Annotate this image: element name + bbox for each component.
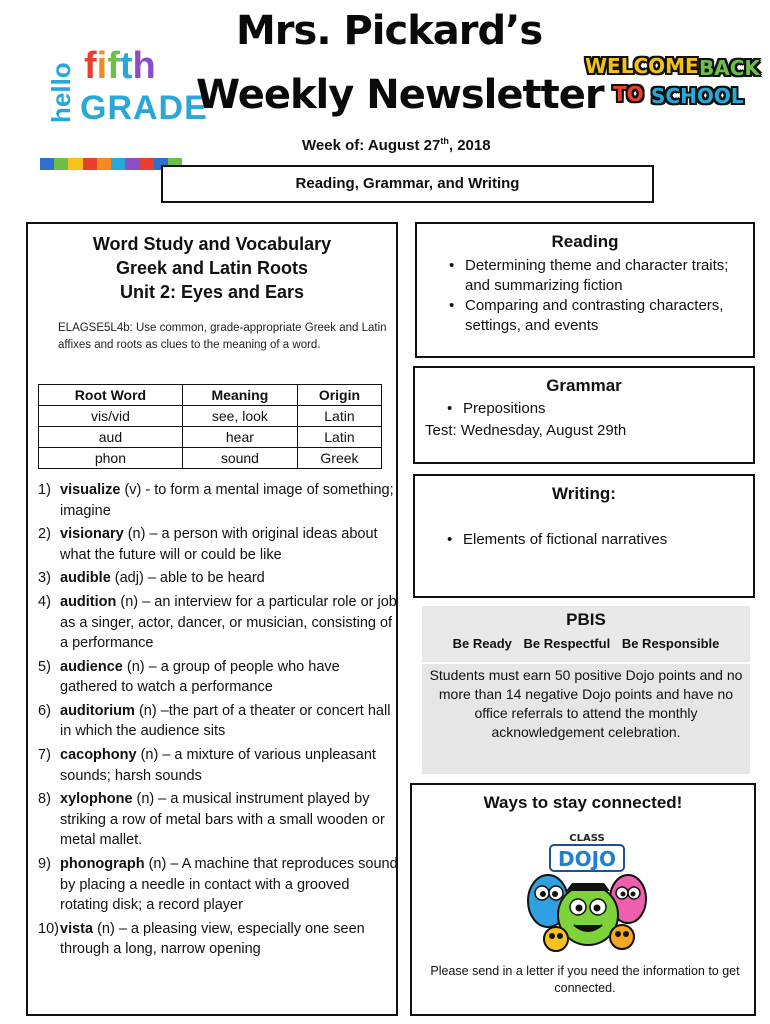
list-item: • Elements of fictional narratives bbox=[439, 530, 739, 550]
week-suffix: th bbox=[440, 136, 449, 146]
pbis-value: Be Respectful bbox=[523, 636, 611, 651]
logo-hello-text: hello bbox=[46, 62, 76, 124]
vocab-number: 8) bbox=[38, 791, 51, 808]
vocab-word: cacophony bbox=[60, 747, 137, 764]
hello-fifth-grade-logo bbox=[40, 45, 208, 136]
welcome-back-to-school-graphic bbox=[585, 54, 765, 112]
origin-cell: Latin bbox=[297, 427, 381, 448]
week-of-date bbox=[302, 136, 491, 154]
list-item bbox=[38, 854, 398, 916]
ways-title: Ways to stay connected! bbox=[483, 793, 683, 812]
vocab-definition: (n) – A machine that reproduces sound by placing a needle in contact with a grooved rotating disk; a record player bbox=[60, 856, 398, 913]
vocab-number: 1) bbox=[38, 482, 51, 498]
vocab-word: phonograph bbox=[60, 856, 145, 872]
school-word: SCHOOL bbox=[651, 84, 744, 108]
pbis-box bbox=[422, 606, 750, 774]
grammar-title: Grammar bbox=[546, 376, 622, 395]
origin-cell: Greek bbox=[297, 448, 381, 469]
logo-fifth-letter: f bbox=[107, 45, 120, 87]
vocab-definition: (adj) – able to be heard bbox=[110, 570, 265, 587]
list-item bbox=[38, 745, 398, 786]
roots-table-header-row bbox=[39, 385, 382, 406]
grammar-test-date: Test: Wednesday, August 29th bbox=[425, 422, 627, 439]
table-row bbox=[39, 448, 382, 469]
pbis-title: PBIS bbox=[566, 610, 606, 629]
list-item: • Prepositions bbox=[439, 399, 739, 419]
list-item bbox=[38, 919, 398, 960]
welcome-word: WELCOME bbox=[585, 54, 699, 78]
grammar-box bbox=[413, 366, 755, 464]
meaning-cell: sound bbox=[182, 448, 297, 469]
class-dojo-monsters-icon bbox=[522, 829, 652, 953]
vocab-definition: (n) –the part of a theater or concert hall in which the audience sits bbox=[60, 702, 391, 740]
vocabulary-list bbox=[38, 480, 398, 963]
list-item bbox=[38, 524, 398, 565]
color-bar-segment bbox=[97, 158, 111, 170]
root-word-cell: aud bbox=[39, 427, 183, 448]
vocab-word: vista bbox=[60, 920, 94, 937]
pbis-divider bbox=[422, 662, 750, 664]
list-item bbox=[38, 568, 398, 589]
list-item: • Determining theme and character traits; and summarizing fiction bbox=[441, 256, 741, 296]
color-bar-segment bbox=[111, 158, 125, 170]
vocab-definition: (v) - to form a mental image of something; imagine bbox=[60, 482, 394, 519]
grammar-bullets bbox=[439, 399, 739, 419]
vocab-word: audience bbox=[60, 658, 123, 675]
roots-header-cell: Meaning bbox=[182, 385, 297, 406]
origin-cell: Latin bbox=[297, 406, 381, 427]
vocab-number: 10) bbox=[38, 920, 59, 937]
list-item bbox=[38, 789, 398, 851]
subject-bar: Reading, Grammar, and Writing bbox=[161, 165, 654, 203]
color-bar-segment bbox=[125, 158, 139, 170]
word-study-heading-line-2: Greek and Latin Roots bbox=[115, 258, 309, 278]
vocab-word: xylophone bbox=[60, 791, 133, 808]
root-word-cell: phon bbox=[39, 448, 183, 469]
list-item bbox=[38, 480, 398, 521]
roots-header-cell: Origin bbox=[297, 385, 381, 406]
vocab-definition: (n) – a person with original ideas about what the future will or could be like bbox=[60, 526, 378, 563]
vocab-definition: (n) – a mixture of various unpleasant sounds; harsh sounds bbox=[60, 747, 376, 784]
list-item: • Comparing and contrasting characters, settings, and events bbox=[441, 296, 741, 336]
reading-title: Reading bbox=[551, 232, 619, 251]
meaning-cell: see, look bbox=[182, 406, 297, 427]
class-dojo-logo bbox=[522, 829, 652, 953]
vocab-word: audition bbox=[60, 594, 117, 611]
logo-fifth-letter: f bbox=[84, 45, 97, 87]
roots-header-cell: Root Word bbox=[39, 385, 183, 406]
pbis-requirements: Students must earn 50 positive Dojo points and no more than 14 negative Dojo points and have no office referrals to attend the monthly acknowledgement celebration. bbox=[429, 667, 743, 740]
week-label: Week of: August 27 bbox=[302, 137, 441, 154]
logo-grade-text: GRADE bbox=[80, 89, 208, 127]
connect-instructions: Please send in a letter if you need the information to get connected. bbox=[430, 964, 740, 995]
vocab-number: 5) bbox=[38, 658, 51, 675]
vocab-definition: (n) – a group of people who have gathered to watch a performance bbox=[60, 658, 340, 696]
pbis-value: Be Ready bbox=[452, 636, 512, 651]
writing-box bbox=[413, 474, 755, 598]
writing-bullets bbox=[439, 530, 739, 550]
logo-fifth-letter: t bbox=[119, 45, 133, 87]
color-bar-segment bbox=[54, 158, 68, 170]
reading-box bbox=[415, 222, 755, 358]
meaning-cell: hear bbox=[182, 427, 297, 448]
logo-fifth-letter: h bbox=[132, 45, 156, 87]
vocab-word: visionary bbox=[60, 526, 124, 543]
vocab-number: 6) bbox=[38, 702, 51, 719]
list-item bbox=[38, 592, 398, 654]
table-row bbox=[39, 406, 382, 427]
newsletter-title-line-2: Weekly Newsletter bbox=[196, 72, 604, 118]
week-year: , 2018 bbox=[448, 137, 491, 154]
vocab-word: visualize bbox=[60, 482, 121, 498]
color-bar-segment bbox=[139, 158, 153, 170]
logo-fifth-letter: i bbox=[96, 45, 108, 87]
dojo-class-text: CLASS bbox=[569, 833, 605, 844]
back-word: BACK bbox=[699, 56, 760, 80]
vocab-definition: (n) – a musical instrument played by striking a row of metal bars with a small wooden or metal mallet. bbox=[60, 791, 385, 849]
table-row bbox=[39, 427, 382, 448]
pbis-values bbox=[422, 636, 750, 651]
roots-table bbox=[38, 384, 382, 469]
vocab-number: 3) bbox=[38, 570, 51, 587]
list-item bbox=[38, 657, 398, 698]
vocab-number: 4) bbox=[38, 594, 51, 611]
dojo-logo-text: DOJO bbox=[557, 847, 617, 871]
color-bar-segment bbox=[68, 158, 82, 170]
word-study-heading bbox=[28, 232, 396, 304]
vocab-number: 7) bbox=[38, 747, 51, 764]
word-study-heading-line-3: Unit 2: Eyes and Ears bbox=[119, 282, 305, 302]
writing-title: Writing: bbox=[552, 484, 616, 503]
vocab-definition: (n) – a pleasing view, especially one seen through a long, narrow opening bbox=[60, 920, 365, 958]
standard-text: ELAGSE5L4b: Use common, grade-appropriate Greek and Latin affixes and roots as clues to the meaning of a word. bbox=[58, 322, 387, 351]
vocab-definition: (n) – an interview for a particular role or job as a singer, actor, dancer, or musician, consisting of a performance bbox=[60, 594, 397, 652]
color-bar-segment bbox=[83, 158, 97, 170]
vocab-word: audible bbox=[60, 570, 111, 587]
color-bar-segment bbox=[40, 158, 54, 170]
vocab-number: 2) bbox=[38, 526, 51, 543]
vocab-word: auditorium bbox=[60, 702, 135, 719]
word-study-box bbox=[26, 222, 398, 1016]
list-item bbox=[38, 701, 398, 742]
reading-bullets bbox=[441, 256, 741, 336]
newsletter-title-line-1: Mrs. Pickard’s bbox=[236, 8, 543, 54]
word-study-heading-line-1: Word Study and Vocabulary bbox=[92, 234, 332, 254]
ways-to-connect-box bbox=[410, 783, 756, 1016]
root-word-cell: vis/vid bbox=[39, 406, 183, 427]
pbis-value: Be Responsible bbox=[621, 636, 720, 651]
vocab-number: 9) bbox=[38, 856, 51, 872]
logo-fifth-text bbox=[84, 46, 156, 86]
to-word: TO bbox=[613, 82, 644, 106]
